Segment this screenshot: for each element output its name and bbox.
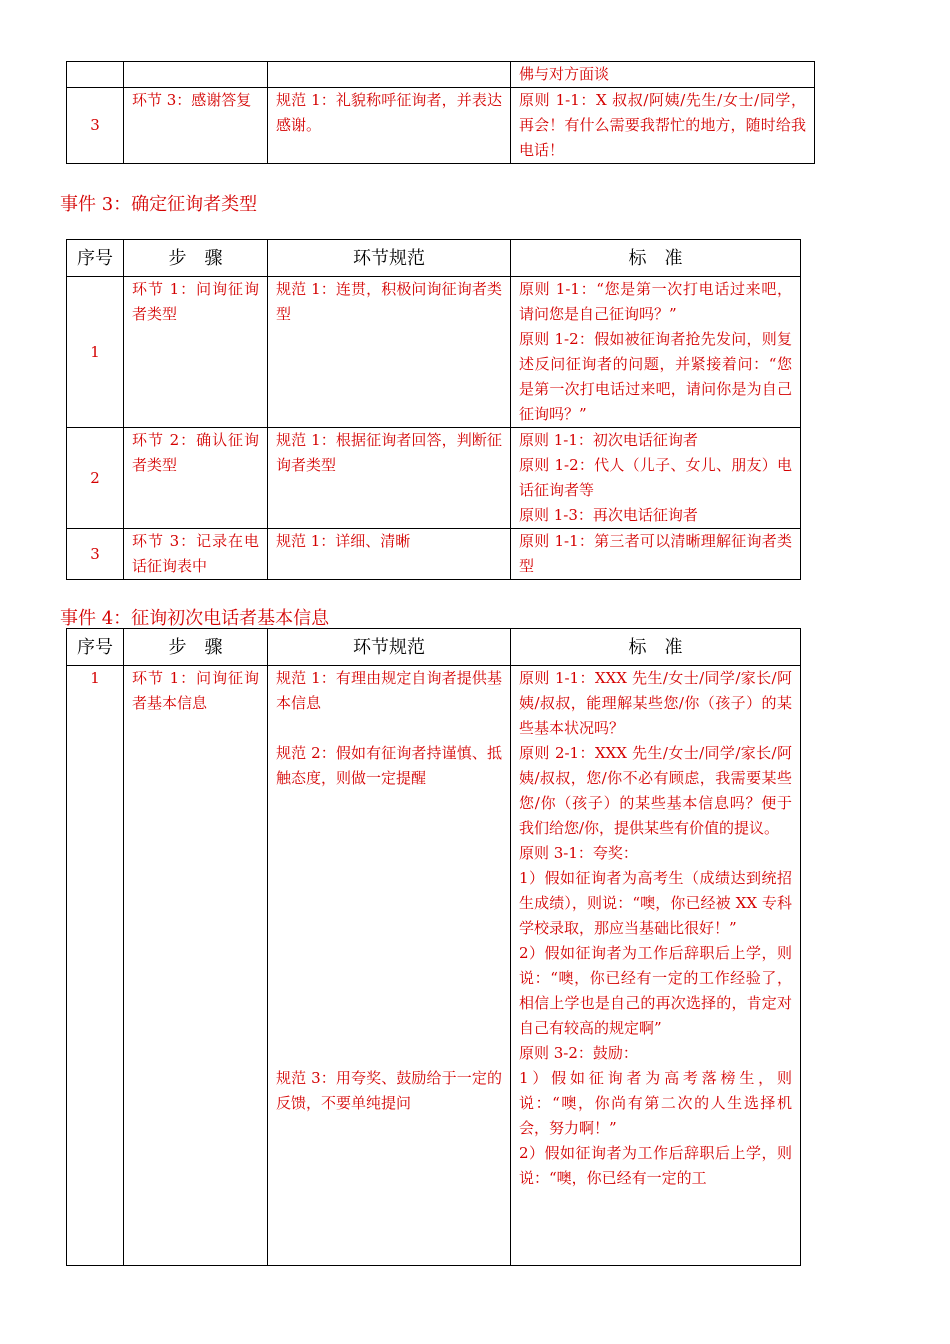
norm-cell: 规范 1：礼貌称呼征询者，并表达感谢。 xyxy=(268,88,511,164)
norm-cell: 规范 1：根据征询者回答，判断征询者类型 xyxy=(268,428,511,529)
standard-cell xyxy=(511,428,801,529)
table-row xyxy=(67,428,801,529)
row-number: 2 xyxy=(67,428,124,529)
row-number: 1 xyxy=(67,666,124,1266)
event3-title: 事件 3：确定征询者类型 xyxy=(60,194,258,215)
standard-line: 1）假如征询者为高考生（成绩达到统招生成绩），则说：“噢，你已经被 XX 专科学校录取，那应当基础比很好！” xyxy=(519,869,792,937)
table-row xyxy=(67,277,801,428)
standard-line: 1）假如征询者为高考落榜生，则说：“噢，你尚有第二次的人生选择机会，努力啊！” xyxy=(519,1069,792,1137)
header-standard: 标 准 xyxy=(511,240,801,277)
step-cell: 环节 2：确认征询者类型 xyxy=(124,428,268,529)
step-cell: 环节 3：感谢答复 xyxy=(124,88,268,164)
header-step: 步 骤 xyxy=(124,240,268,277)
table-row xyxy=(67,88,815,164)
table-row xyxy=(67,666,801,1266)
event3-table xyxy=(66,239,801,580)
row-number: 3 xyxy=(67,88,124,164)
event4-title: 事件 4：征询初次电话者基本信息 xyxy=(60,608,330,629)
header-number: 序号 xyxy=(67,629,124,666)
header-norm: 环节规范 xyxy=(268,629,511,666)
standard-line: 原则 1-1：“您是第一次打电话过来吧，请问您是自己征询吗？” xyxy=(519,280,792,323)
standard-line: 原则 1-1：第三者可以清晰理解征询者类型 xyxy=(519,532,792,575)
table-row xyxy=(67,529,801,580)
header-standard: 标 准 xyxy=(511,629,801,666)
standard-line: 2）假如征询者为工作后辞职后上学，则说：“噢，你已经有一定的工 xyxy=(519,1144,792,1187)
standard-line: 2）假如征询者为工作后辞职后上学，则说：“噢，你已经有一定的工作经验了，相信上学也是自己的再次选择的，肯定对自己有较高的规定啊” xyxy=(519,944,792,1037)
step-cell: 环节 1：问询征询者基本信息 xyxy=(124,666,268,1266)
standard-line: 原则 2-1：XXX 先生/女士/同学/家长/阿姨/叔叔，您/你不必有顾虑，我需要某些您/你（孩子）的某些基本信息吗？便于我们给您/你，提供某些有价值的提议。 xyxy=(519,744,792,837)
header-number: 序号 xyxy=(67,240,124,277)
norm-3: 规范 3：用夸奖、鼓励给于一定的反馈，不要单纯提问 xyxy=(276,1069,502,1112)
table-top xyxy=(66,61,815,164)
standard-line: 原则 1-1：XXX 先生/女士/同学/家长/阿姨/叔叔，能理解某些您/你（孩子）的某些基本状况吗？ xyxy=(519,669,792,737)
standard-cell xyxy=(511,666,801,1266)
standard-line: 原则 1-3：再次电话征询者 xyxy=(519,506,698,524)
standard-line: 原则 3-1：夸奖： xyxy=(519,844,638,862)
norm-1: 规范 1：有理由规定自询者提供基本信息 xyxy=(276,669,502,712)
event4-table xyxy=(66,628,801,1266)
table-header-row xyxy=(67,629,801,666)
standard-line: 原则 3-2：鼓励： xyxy=(519,1044,638,1062)
standard-line: 原则 1-2：假如被征询者抢先发问，则复述反问征询者的问题，并紧接着问：“您是第一次打电话过来吧，请问你是为自己征询吗？” xyxy=(519,330,792,423)
norm-cell: 规范 1：详细、清晰 xyxy=(268,529,511,580)
standard-line: 原则 1-1：初次电话征询者 xyxy=(519,431,698,449)
header-step: 步 骤 xyxy=(124,629,268,666)
standard-line: 原则 1-2：代人（儿子、女儿、朋友）电话征询者等 xyxy=(519,456,792,499)
standard-cell: 佛与对方面谈 xyxy=(511,62,815,88)
table-row xyxy=(67,62,815,88)
header-norm: 环节规范 xyxy=(268,240,511,277)
standard-cell xyxy=(511,277,801,428)
norm-cell xyxy=(268,666,511,1266)
row-number: 3 xyxy=(67,529,124,580)
step-cell: 环节 3：记录在电话征询表中 xyxy=(124,529,268,580)
row-number: 1 xyxy=(67,277,124,428)
step-cell: 环节 1：问询征询者类型 xyxy=(124,277,268,428)
norm-cell: 规范 1：连贯，积极问询征询者类型 xyxy=(268,277,511,428)
standard-cell xyxy=(511,529,801,580)
table-header-row xyxy=(67,240,801,277)
standard-cell: 原则 1-1：X 叔叔/阿姨/先生/女士/同学，再会！有什么需要我帮忙的地方，随时给我电话！ xyxy=(511,88,815,164)
norm-2: 规范 2：假如有征询者持谨慎、抵触态度，则做一定提醒 xyxy=(276,744,502,787)
